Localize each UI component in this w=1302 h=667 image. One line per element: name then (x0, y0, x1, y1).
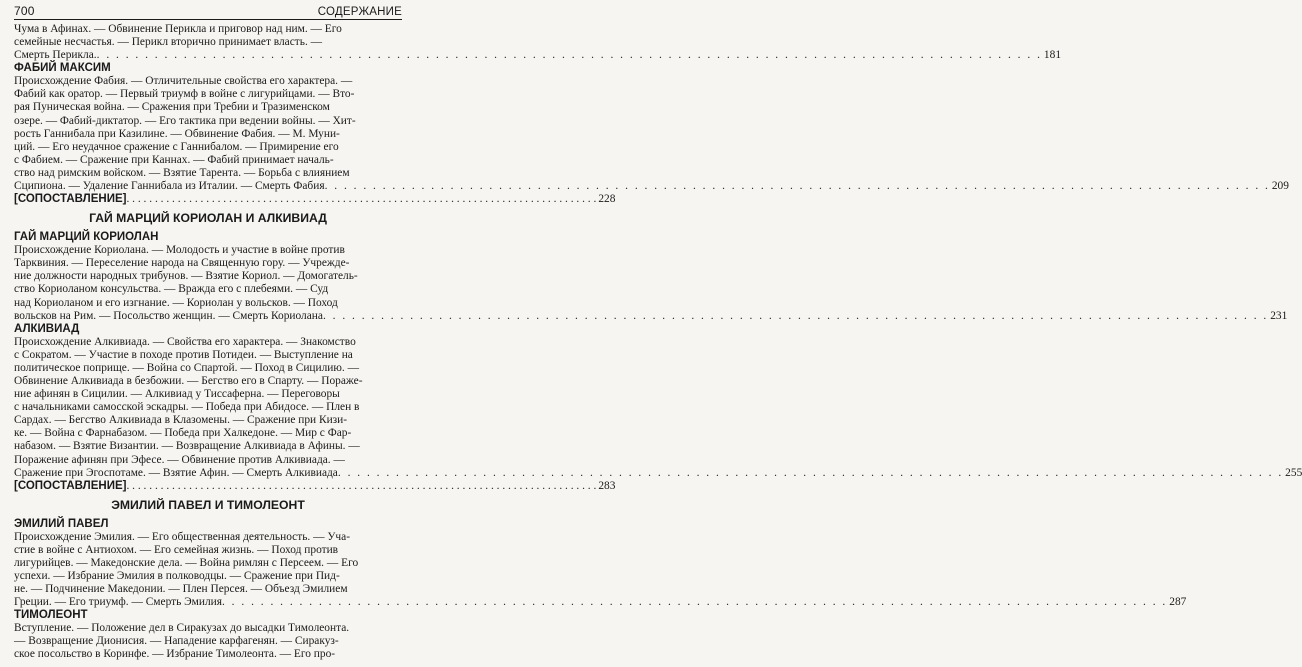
text-line: с Сократом. — Участие в походе против Потидеи. — Выступление на (14, 348, 353, 361)
text-line: ние должности народных трибунов. — Взятие Кориол. — Домогатель- (14, 270, 358, 283)
text-line: Происхождение Кориолана. — Молодость и участие в войне против (14, 244, 345, 257)
entry-aemilius (14, 530, 1187, 610)
toc-heading-timoleon: ТИМОЛЕОНТ (14, 609, 88, 622)
entry-fabius (14, 75, 1289, 193)
toc-heading-aemilius: ЭМИЛИЙ ПАВЕЛ (14, 517, 109, 530)
text-line: — Возвращение Дионисия. — Нападение карфагенян. — Сиракуз- (14, 635, 339, 648)
entry-coriolanus (14, 244, 1288, 323)
text-line: вольсков на Рим. — Посольство женщин. — Смерть Кориолана (14, 309, 323, 322)
page-ref: 181 (1043, 49, 1062, 62)
comparison-label: [СОПОСТАВЛЕНИЕ] (14, 193, 127, 206)
text-line: Чума в Афинах. — Обвинение Перикла и приговор над ним. — Его (14, 23, 342, 35)
page-ref: 255 (1285, 466, 1302, 479)
text-line: Обвинение Алкивиада в безбожии. — Бегство его в Спарту. — Пораже- (14, 374, 363, 387)
page-ref: 209 (1271, 180, 1289, 193)
toc-comparison-2 (14, 479, 616, 492)
dot-leader (97, 49, 1042, 62)
toc-leader-line (14, 180, 1289, 193)
text-line: рая Пуническая война. — Сражения при Требии и Тразименском (14, 101, 330, 114)
entry-alcibiades (14, 335, 1302, 480)
dot-leader (338, 467, 1283, 480)
page-ref: 287 (1169, 596, 1187, 609)
text-line: ние афинян в Сицилии. — Алкивиад у Тиссаферна. — Переговоры (14, 388, 340, 401)
page-ref: 283 (598, 479, 616, 492)
text-line: Сражение при Эгоспотаме. — Взятие Афин. — Смерть Алкивиада (14, 466, 338, 479)
text-line: ское посольство в Коринфе. — Избрание Тимолеонта. — Его про- (14, 648, 336, 661)
page-number: 700 (14, 4, 35, 18)
page-ref: 228 (598, 193, 616, 206)
text-line: Поражение афинян при Эфесе. — Обвинение против Алкивиада. — (14, 453, 345, 466)
text-line: ство над римским войском. — Взятие Тарента. — Борьба с влиянием (14, 166, 350, 179)
text-line: Сципиона. — Удаление Ганнибала из Италии. — Смерть Фабия (14, 180, 325, 193)
running-title: СОДЕРЖАНИЕ (317, 6, 402, 18)
dot-leader (222, 596, 1167, 609)
text-line: Происхождение Фабия. — Отличительные свойства его характера. — (14, 75, 353, 88)
section-title-coriolanus-alcibiades: ГАЙ МАРЦИЙ КОРИОЛАН И АЛКИВИАД (89, 211, 327, 226)
text-line: рость Ганнибала при Казилине. — Обвинение Фабия. — М. Муни- (14, 127, 340, 140)
text-line: с Фабием. — Сражение при Каннах. — Фабий принимает началь- (14, 153, 334, 166)
toc-leader-line (14, 466, 1302, 480)
dot-leader (323, 310, 1268, 323)
text-line: Вступление. — Положение дел в Сиракузах до высадки Тимолеонта. (14, 622, 350, 635)
text-line: успехи. — Избрание Эмилия в полководцы. — Сражение при Пид- (14, 570, 340, 582)
text-line: Происхождение Эмилия. — Его общественная деятельность. — Уча- (14, 530, 350, 543)
dot-leader (126, 480, 596, 492)
dot-leader (325, 180, 1270, 193)
comparison-label: [СОПОСТАВЛЕНИЕ] (14, 479, 127, 492)
dot-leader (126, 193, 596, 205)
text-line: политическое поприще. — Война со Спартой. — Поход в Сицилию. — (14, 361, 359, 374)
toc-heading-alcibiades: АЛКИВИАД (14, 322, 80, 335)
toc-leader-line (14, 596, 1187, 609)
text-line: лигурийцев. — Македонские дела. — Война римлян с Персеем. — Его (14, 556, 359, 569)
text-line: Греции. — Его триумф. — Смерть Эмилия (14, 596, 222, 609)
text-line: ке. — Война с Фарнабазом. — Победа при Халкедоне. — Мир с Фар- (14, 427, 352, 440)
section-title-aemilius-timoleon: ЭМИЛИЙ ПАВЕЛ И ТИМОЛЕОНТ (111, 497, 305, 512)
text-line: Тарквиния. — Переселение народа на Священную гору. — Учрежде- (14, 257, 350, 270)
toc-leader-line (14, 309, 1288, 323)
toc-leader-line (14, 49, 1062, 62)
text-line: Смерть Перикла. (14, 49, 97, 62)
page-ref: 231 (1270, 309, 1288, 322)
text-line: стие в войне с Антиохом. — Его семейная жизнь. — Поход против (14, 543, 339, 556)
text-line: Фабий как оратор. — Первый триумф в войне с лигурийцами. — Вто- (14, 88, 355, 101)
text-line: семейные несчастья. — Перикл вторично принимает власть. — (14, 36, 323, 49)
text-line: ство Кориоланом консульства. — Вражда его с плебеями. — Суд (14, 283, 329, 296)
page-header (14, 4, 402, 20)
text-line: озере. — Фабий-диктатор. — Его тактика при ведении войны. — Хит- (14, 114, 356, 127)
text-line: не. — Подчинение Македонии. — Плен Персея. — Объезд Эмилием (14, 583, 348, 596)
text-line: над Кориоланом и его изгнание. — Кориолан у вольсков. — Поход (14, 296, 338, 309)
text-line: с начальниками самосской эскадры. — Победа при Абидосе. — Плен в (14, 401, 360, 414)
toc-heading-coriolanus: ГАЙ МАРЦИЙ КОРИОЛАН (14, 231, 159, 244)
text-line: Происхождение Алкивиада. — Свойства его характера. — Знакомство (14, 335, 356, 348)
toc-comparison-1 (14, 193, 616, 206)
toc-heading-fabius: ФАБИЙ МАКСИМ (14, 62, 111, 75)
text-line: Сардах. — Бегство Алкивиада в Клазомены. — Сражение при Кизи- (14, 414, 348, 427)
text-line: набазом. — Взятие Византии. — Возвращение Алкивиада в Афины. — (14, 440, 360, 453)
entry-pericles-tail (14, 23, 1062, 62)
text-line: ций. — Его неудачное сражение с Ганнибалом. — Примирение его (14, 140, 339, 153)
entry-timoleon (14, 622, 402, 661)
